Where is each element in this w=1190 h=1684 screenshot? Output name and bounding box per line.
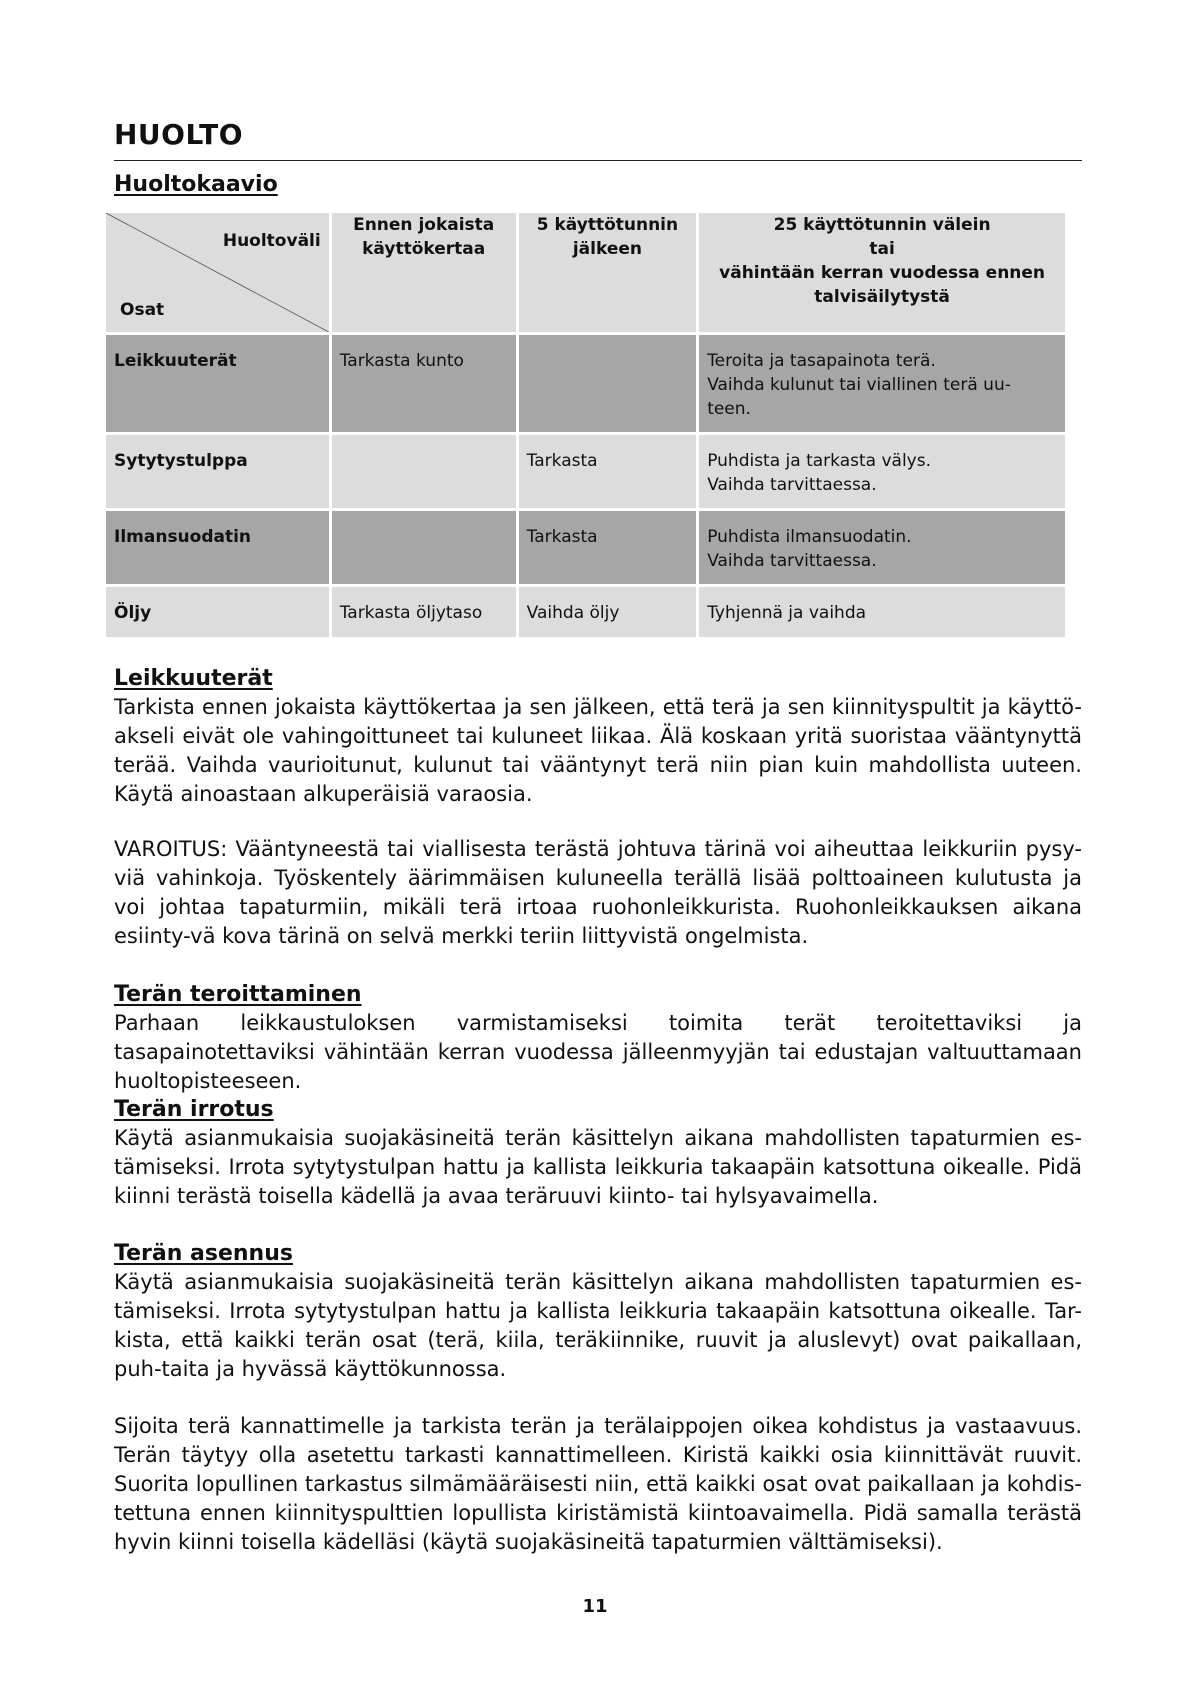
section-heading: Terän teroittaminen bbox=[114, 982, 362, 1007]
section-sharpening bbox=[114, 980, 1082, 1096]
warning-text: VAROITUS: Vääntyneestä tai viallisesta terästä johtuva tärinä voi aiheuttaa leikkuriin pysy-viä vahinkoja. Työskentely äärimmäisen kuluneella terällä lisää polttoaineen kulutusta ja voi johtaa tapaturmiin, mikäli terä irtoaa ruohonleikkurista. Ruohonleikkauksen aikana esiinty-vä kova tärinä on selvä merkki teriin liittyvistä ongelmista. bbox=[114, 837, 1082, 948]
header-before-each-use: Ennen jokaista käyttökertaa bbox=[332, 213, 516, 332]
section-blades bbox=[114, 664, 1082, 809]
section-warning bbox=[114, 835, 1082, 951]
cell-before-use bbox=[332, 435, 516, 508]
part-name: Sytytystulppa bbox=[106, 435, 329, 508]
section-installation-steps bbox=[114, 1412, 1082, 1557]
cell-every-25h: Tyhjennä ja vaihda bbox=[699, 587, 1065, 637]
corner-cell bbox=[106, 213, 329, 332]
cell-before-use: Tarkasta kunto bbox=[332, 335, 516, 432]
section-heading: Terän irrotus bbox=[114, 1097, 274, 1122]
cell-after-5h: Tarkasta bbox=[519, 435, 697, 508]
section-blade-removal bbox=[114, 1095, 1082, 1211]
table-row bbox=[106, 511, 1065, 584]
cell-before-use: Tarkasta öljytaso bbox=[332, 587, 516, 637]
interval-label: Huoltoväli bbox=[222, 231, 321, 251]
part-name: Öljy bbox=[106, 587, 329, 637]
page-number: 11 bbox=[582, 1596, 608, 1617]
section-heading: Leikkuuterät bbox=[114, 666, 273, 691]
section-blade-installation bbox=[114, 1239, 1082, 1384]
cell-after-5h bbox=[519, 335, 697, 432]
section-text: Käytä asianmukaisia suojakäsineitä terän käsittelyn aikana mahdollisten tapaturmien es-tämiseksi. Irrota sytytystulpan hattu ja kallista leikkuria takaapäin katsottuna oikealle. Tar-kista, että kaikki terän osat (terä, kiila, teräkiinnike, ruuvit ja aluslevyt) ovat paikallaan, puh-taita ja hyvässä käyttökunnossa. bbox=[114, 1270, 1082, 1381]
cell-every-25h: Puhdista ilmansuodatin. Vaihda tarvittaessa. bbox=[699, 511, 1065, 584]
cell-before-use bbox=[332, 511, 516, 584]
cell-every-25h: Puhdista ja tarkasta välys. Vaihda tarvittaessa. bbox=[699, 435, 1065, 508]
section-text: Käytä asianmukaisia suojakäsineitä terän käsittelyn aikana mahdollisten tapaturmien es-tämiseksi. Irrota sytytystulpan hattu ja kallista leikkuria takaapäin katsottuna oikealle. Pidä kiinni terästä toisella kädellä ja avaa teräruuvi kiinto- tai hylsyavaimella. bbox=[114, 1126, 1082, 1208]
table-row bbox=[106, 587, 1065, 637]
table-title: Huoltokaavio bbox=[114, 172, 278, 197]
section-text: Tarkista ennen jokaista käyttökertaa ja sen jälkeen, että terä ja sen kiinnityspultit ja käyttö-akseli eivät ole vahingoittuneet tai kuluneet liikaa. Älä koskaan yritä suoristaa vääntynyttä terää. Vaihda vaurioitunut, kulunut tai vääntynyt terä niin pian kuin mahdollista uuteen. Käytä ainoastaan alkuperäisiä varaosia. bbox=[114, 695, 1082, 806]
header-every-25-hours: 25 käyttötunnin välein tai vähintään kerran vuodessa ennen talvisäilytystä bbox=[699, 213, 1065, 332]
maintenance-schedule-table bbox=[103, 210, 1068, 640]
part-name: Leikkuuterät bbox=[106, 335, 329, 432]
cell-after-5h: Tarkasta bbox=[519, 511, 697, 584]
section-text: Sijoita terä kannattimelle ja tarkista terän ja terälaippojen oikea kohdistus ja vastaavuus. Terän täytyy olla asetettu tarkasti kannattimelleen. Kiristä kaikki osia kiinnittävät ruuvit. Suorita lopullinen tarkastus silmämääräisesti niin, että kaikki osat ovat paikallaan ja kohdis-tettuna ennen kiinnityspulttien lopullista kiristämistä kiintoavaimella. Pidä samalla terästä hyvin kiinni toisella kädelläsi (käytä suojakäsineitä tapaturmien välttämiseksi). bbox=[114, 1414, 1082, 1554]
page-title: HUOLTO bbox=[114, 118, 244, 151]
table-header-row bbox=[106, 213, 1065, 332]
header-after-5-hours: 5 käyttötunnin jälkeen bbox=[519, 213, 697, 332]
table-row bbox=[106, 435, 1065, 508]
cell-every-25h: Teroita ja tasapainota terä. Vaihda kulunut tai viallinen terä uu- teen. bbox=[699, 335, 1065, 432]
table-row bbox=[106, 335, 1065, 432]
section-heading: Terän asennus bbox=[114, 1241, 293, 1266]
section-text: Parhaan leikkaustuloksen varmistamiseksi toimita terät teroitettaviksi ja tasapainotettaviksi vähintään kerran vuodessa jälleenmyyjän tai edustajan valtuuttamaan huoltopisteeseen. bbox=[114, 1011, 1082, 1093]
part-name: Ilmansuodatin bbox=[106, 511, 329, 584]
title-divider bbox=[114, 160, 1082, 161]
parts-label: Osat bbox=[120, 300, 165, 320]
cell-after-5h: Vaihda öljy bbox=[519, 587, 697, 637]
